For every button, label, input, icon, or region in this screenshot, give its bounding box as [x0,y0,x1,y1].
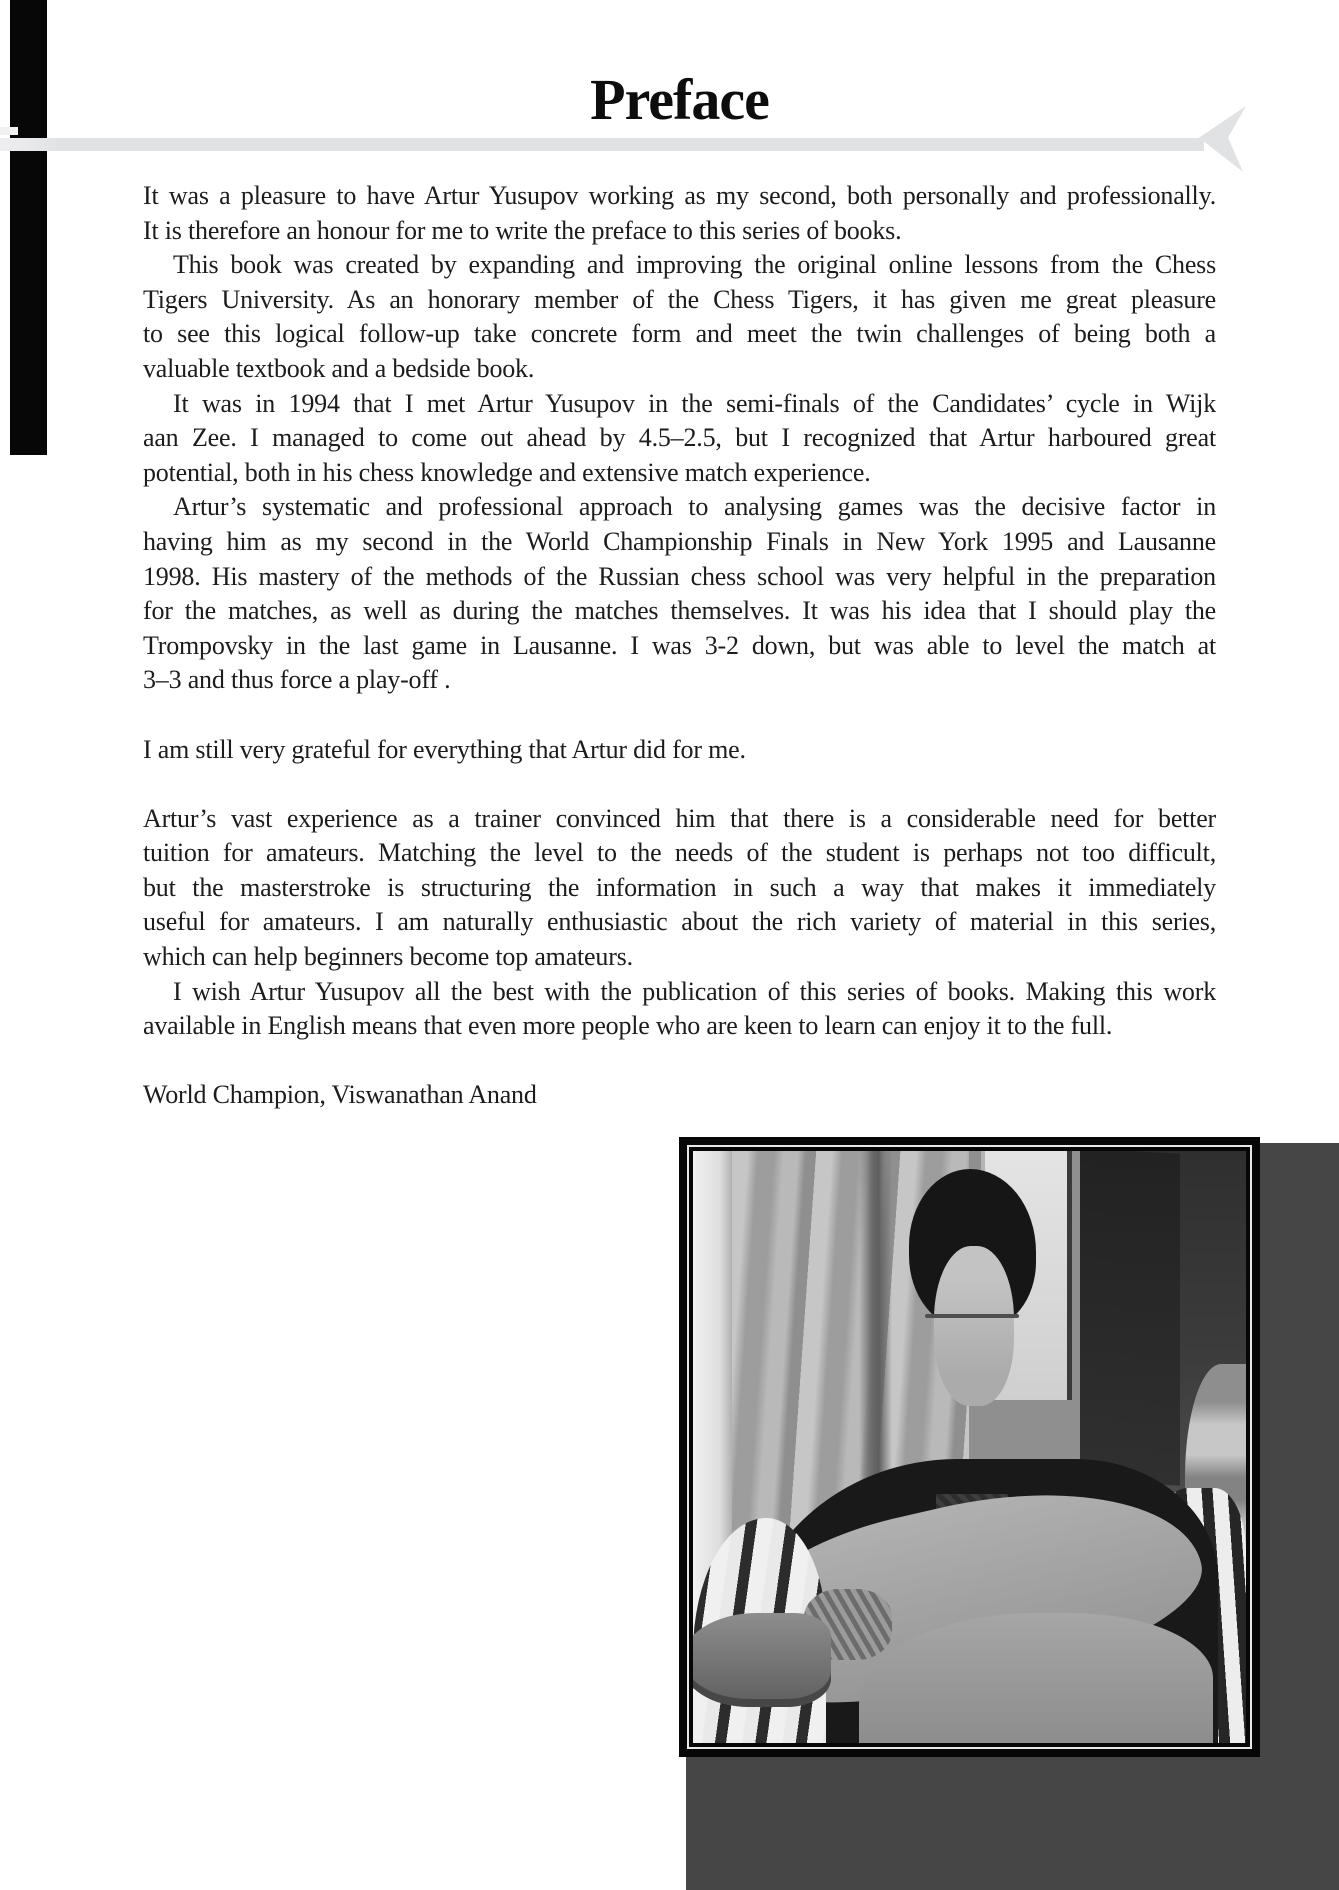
text-line: 3–3 and thus force a play-off . [143,665,451,695]
chapter-edge-tab [10,0,47,455]
photo-canvas [693,1151,1246,1743]
text-line: It was a pleasure to have Artur Yusupov working as my second, both personally and professionally. [143,181,1216,210]
text-line: I wish Artur Yusupov all the best with the publication of this series of books. Making this work [173,976,1216,1006]
text-line: potential, both in his chess knowledge and extensive match experience. [143,457,871,487]
text-line: available in English means that even more people who are keen to learn can enjoy it to the full. [143,1011,1113,1041]
face [934,1246,1014,1406]
text-line: It was in 1994 that I met Artur Yusupov in the semi-finals of the Candidates’ cycle in Wijk [173,388,1216,418]
text-line: Tigers University. As an honorary member of the Chess Tigers, it has given me great pleasure [143,284,1216,314]
preface-text [143,179,1216,1113]
anand-photo [679,1137,1260,1757]
text-line: which can help beginners become top amateurs. [143,942,633,972]
shoe [693,1613,831,1708]
header-rule [0,138,1204,151]
dark-cabinet [1080,1151,1180,1485]
text-line: It is therefore an honour for me to write the preface to this series of books. [143,215,902,245]
text-line: tuition for amateurs. Matching the level to the needs of the student is perhaps not too difficult, [143,838,1216,868]
signature-line: World Champion, Viswanathan Anand [143,1080,537,1110]
page-title: Preface [590,67,769,132]
text-line: having him as my second in the World Championship Finals in New York 1995 and Lausanne [143,526,1216,556]
text-line: for the matches, as well as during the matches themselves. It was his idea that I should play the [143,596,1216,626]
text-line: but the masterstroke is structuring the information in such a way that makes it immediately [143,872,1216,902]
text-line: This book was created by expanding and improving the original online lessons from the Chess [173,250,1216,280]
photo-frame-mat [687,1145,1252,1749]
text-line: valuable textbook and a bedside book. [143,353,535,383]
text-line: Artur’s systematic and professional approach to analysing games was the decisive factor in [173,492,1216,522]
text-line: to see this logical follow-up take concrete form and meet the twin challenges of being both a [143,319,1216,349]
glasses-icon [925,1314,1019,1318]
text-line: useful for amateurs. I am naturally enthusiastic about the rich variety of material in this series, [143,907,1216,937]
swoosh-tail [0,127,18,135]
text-line: 1998. His mastery of the methods of the Russian chess school was very helpful in the preparation [143,561,1216,591]
text-line: Artur’s vast experience as a trainer convinced him that there is a considerable need for better [143,803,1216,833]
text-line: aan Zee. I managed to come out ahead by 4.5–2.5, but I recognized that Artur harboured great [143,423,1216,453]
text-line: Trompovsky in the last game in Lausanne. I was 3-2 down, but was able to level the match at [143,630,1216,660]
text-line: I am still very grateful for everything that Artur did for me. [143,734,746,764]
